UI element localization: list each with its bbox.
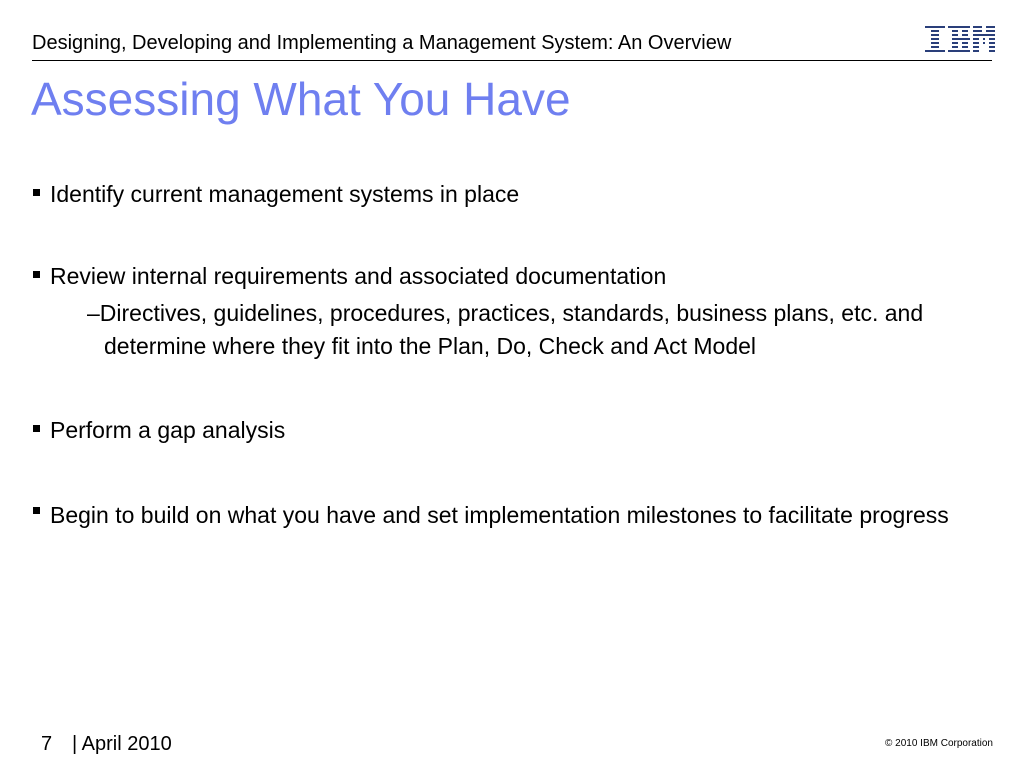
- bullet-item: [32, 262, 950, 291]
- bullet-item: [32, 416, 950, 445]
- bullet-item: [32, 498, 950, 532]
- copyright-notice: © 2010 IBM Corporation: [885, 738, 993, 749]
- bullet-text: Identify current management systems in place: [50, 181, 520, 207]
- page-number: 7: [41, 733, 53, 755]
- header-divider: [32, 60, 992, 61]
- sub-bullet-item: [87, 297, 979, 363]
- bullet-text: Perform a gap analysis: [50, 417, 286, 443]
- bullet-text: Begin to build on what you have and set implementation milestones to facilitate progress: [50, 502, 949, 528]
- ibm-logo: [924, 25, 996, 53]
- sub-bullet-text: Directives, guidelines, procedures, practices, standards, business plans, etc. and determine where they fit into the Plan, Do, Check and Act Model: [99, 300, 924, 359]
- square-bullet-icon: [33, 189, 40, 196]
- square-bullet-icon: [33, 271, 40, 278]
- square-bullet-icon: [33, 425, 40, 432]
- bullet-item: [32, 180, 950, 209]
- square-bullet-icon: [33, 507, 40, 514]
- footer-date: | April 2010: [72, 733, 172, 755]
- bullet-text: Review internal requirements and associated documentation: [50, 263, 667, 289]
- slide-body: [32, 180, 992, 532]
- slide-title: Assessing What You Have: [31, 73, 571, 125]
- dash-marker: –: [87, 300, 100, 326]
- presentation-title: Designing, Developing and Implementing a Management System: An Overview: [32, 32, 732, 54]
